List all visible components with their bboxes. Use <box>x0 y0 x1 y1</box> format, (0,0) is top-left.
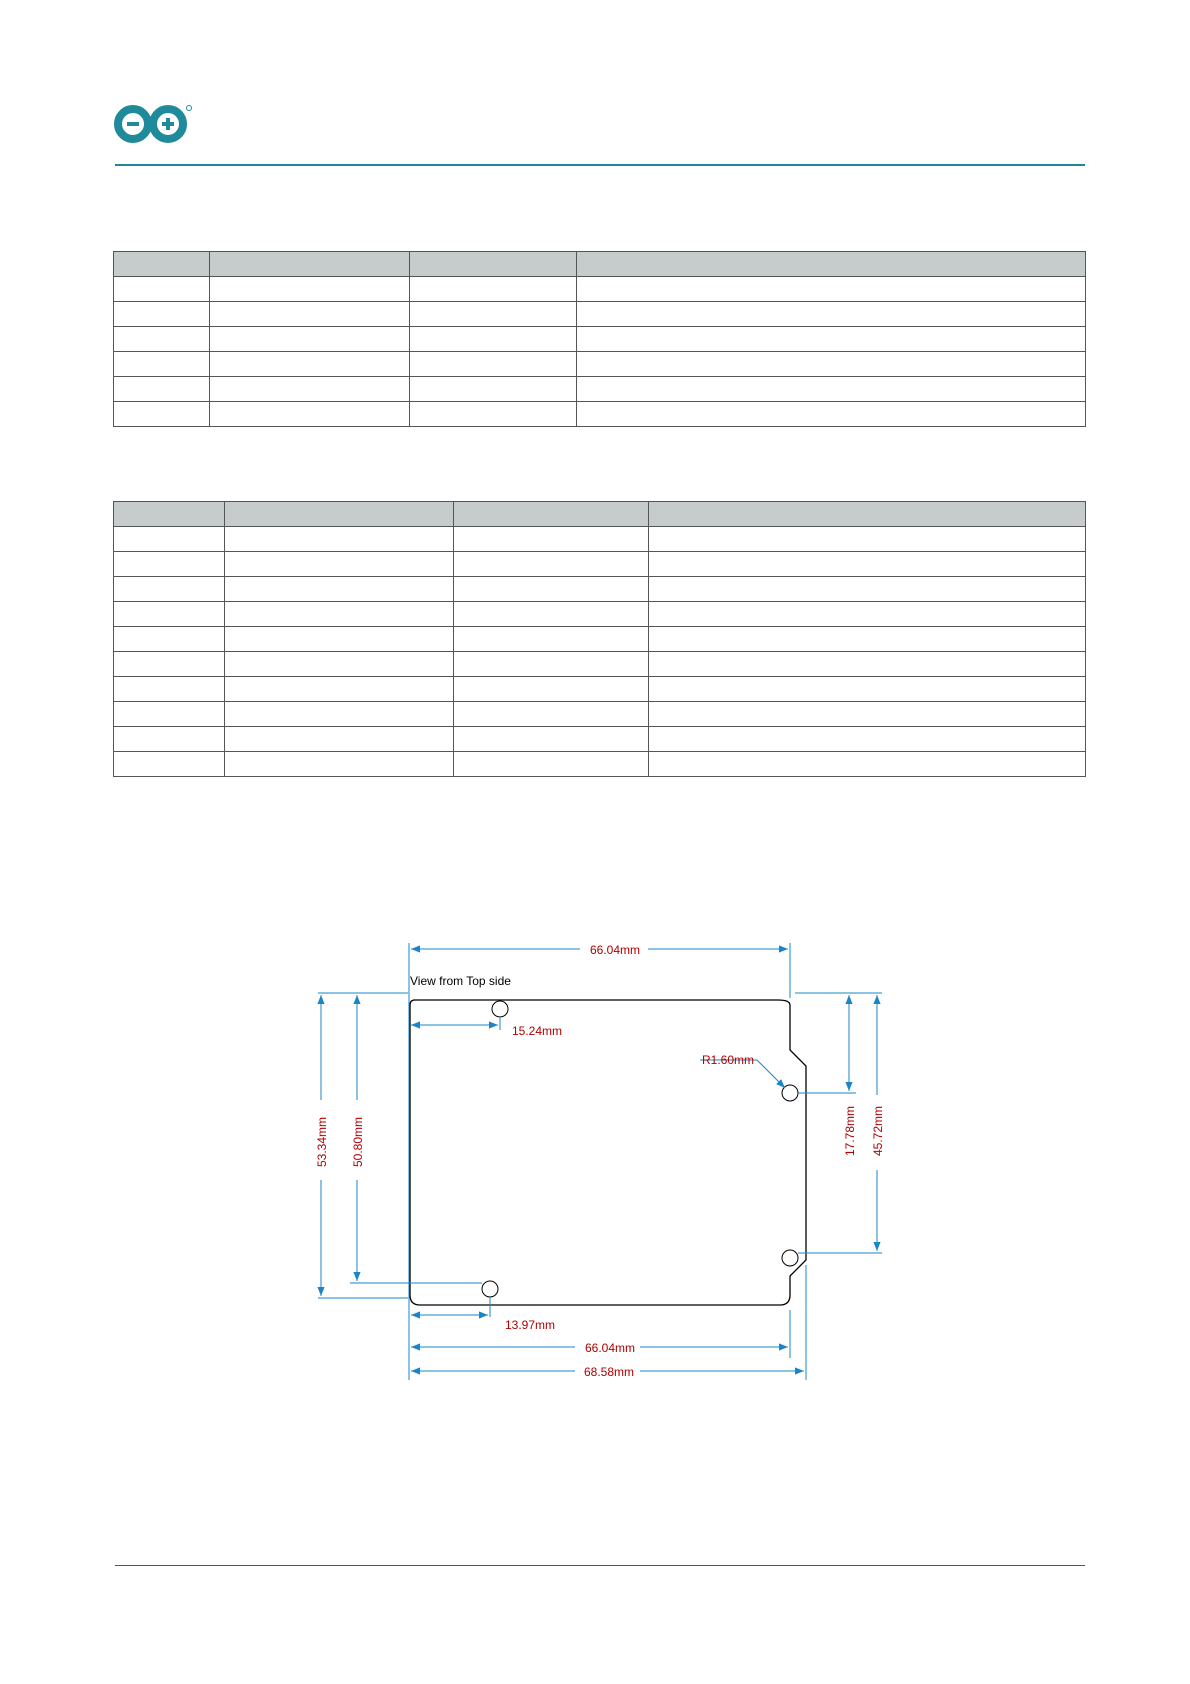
table-cell <box>114 627 225 652</box>
table-header-cell <box>577 252 1086 277</box>
table-cell <box>649 727 1086 752</box>
table-cell <box>454 752 649 777</box>
board-dimension-drawing <box>290 935 910 1395</box>
table-cell <box>577 377 1086 402</box>
dim-right-short: 17.78mm <box>843 1105 857 1157</box>
mounting-hole <box>492 1001 508 1017</box>
table-cell <box>410 327 577 352</box>
table-header-row <box>114 502 1086 527</box>
dim-bottom-width-2: 68.58mm <box>584 1365 635 1379</box>
table-row <box>114 677 1086 702</box>
table-header-cell <box>210 252 410 277</box>
mounting-hole <box>782 1250 798 1266</box>
table-cell <box>225 652 454 677</box>
header-rule <box>115 164 1085 166</box>
table-row <box>114 627 1086 652</box>
table-header-cell <box>225 502 454 527</box>
table-cell <box>410 402 577 427</box>
table-cell <box>454 627 649 652</box>
table-header-cell <box>114 502 225 527</box>
table-cell <box>114 527 225 552</box>
table-cell <box>649 677 1086 702</box>
table-row <box>114 702 1086 727</box>
board-outline <box>410 1000 806 1305</box>
table-cell <box>114 577 225 602</box>
table-cell <box>210 327 410 352</box>
table-header-cell <box>114 252 210 277</box>
table-cell <box>114 552 225 577</box>
table-cell <box>649 702 1086 727</box>
table-cell <box>114 652 225 677</box>
table-cell <box>649 652 1086 677</box>
table-row <box>114 752 1086 777</box>
table-row <box>114 652 1086 677</box>
footer-rule <box>115 1565 1085 1566</box>
table-cell <box>454 727 649 752</box>
table-cell <box>114 602 225 627</box>
dim-right-long: 45.72mm <box>871 1105 885 1157</box>
table-cell <box>577 402 1086 427</box>
arduino-infinity-logo-icon <box>113 103 193 145</box>
dim-corner-radius: R1.60mm <box>702 1053 755 1067</box>
table-cell <box>114 727 225 752</box>
table-cell <box>454 602 649 627</box>
table-cell <box>577 352 1086 377</box>
table-cell <box>649 577 1086 602</box>
table-cell <box>114 327 210 352</box>
dim-hole-offset-bottom: 13.97mm <box>505 1318 556 1332</box>
table-cell <box>410 377 577 402</box>
mounting-hole <box>482 1281 498 1297</box>
table-cell <box>225 702 454 727</box>
dim-hole-offset-top: 15.24mm <box>512 1024 563 1038</box>
table-cell <box>454 702 649 727</box>
table-cell <box>649 527 1086 552</box>
table-cell <box>225 752 454 777</box>
table-cell <box>410 352 577 377</box>
dim-top-width: 66.04mm <box>590 943 641 957</box>
table-cell <box>210 402 410 427</box>
dim-bottom-width-1: 66.04mm <box>585 1341 636 1355</box>
table-cell <box>649 627 1086 652</box>
table-cell <box>649 752 1086 777</box>
dim-total-height: 53.34mm <box>315 1116 329 1168</box>
table-cell <box>454 552 649 577</box>
table-row <box>114 352 1086 377</box>
table-cell <box>114 677 225 702</box>
table-row <box>114 602 1086 627</box>
table-cell <box>577 277 1086 302</box>
table-row <box>114 577 1086 602</box>
table-cell <box>454 577 649 602</box>
table-cell <box>225 577 454 602</box>
table-row <box>114 402 1086 427</box>
table-cell <box>114 352 210 377</box>
view-label: View from Top side <box>410 974 511 988</box>
table-cell <box>577 327 1086 352</box>
table-cell <box>210 352 410 377</box>
table-cell <box>225 727 454 752</box>
table-cell <box>210 377 410 402</box>
table-cell <box>210 302 410 327</box>
table-cell <box>225 602 454 627</box>
table-row <box>114 552 1086 577</box>
table-cell <box>649 552 1086 577</box>
table-cell <box>454 652 649 677</box>
table-cell <box>577 302 1086 327</box>
table-cell <box>410 277 577 302</box>
table-cell <box>225 552 454 577</box>
table-header-cell <box>410 252 577 277</box>
table-row <box>114 527 1086 552</box>
table-cell <box>225 527 454 552</box>
table-cell <box>454 677 649 702</box>
table-row <box>114 327 1086 352</box>
table-row <box>114 727 1086 752</box>
table-header-row <box>114 252 1086 277</box>
table-header-cell <box>649 502 1086 527</box>
table-row <box>114 302 1086 327</box>
table-row <box>114 377 1086 402</box>
dim-inner-height: 50.80mm <box>351 1116 365 1168</box>
table-cell <box>225 627 454 652</box>
spec-table-2 <box>113 501 1086 777</box>
spec-table-1 <box>113 251 1086 427</box>
table-cell <box>114 377 210 402</box>
table-row <box>114 277 1086 302</box>
table-header-cell <box>454 502 649 527</box>
table-cell <box>649 602 1086 627</box>
table-cell <box>210 277 410 302</box>
table-cell <box>114 277 210 302</box>
table-cell <box>454 527 649 552</box>
table-cell <box>114 702 225 727</box>
table-cell <box>114 402 210 427</box>
table-cell <box>410 302 577 327</box>
table-cell <box>114 752 225 777</box>
table-cell <box>114 302 210 327</box>
table-cell <box>225 677 454 702</box>
